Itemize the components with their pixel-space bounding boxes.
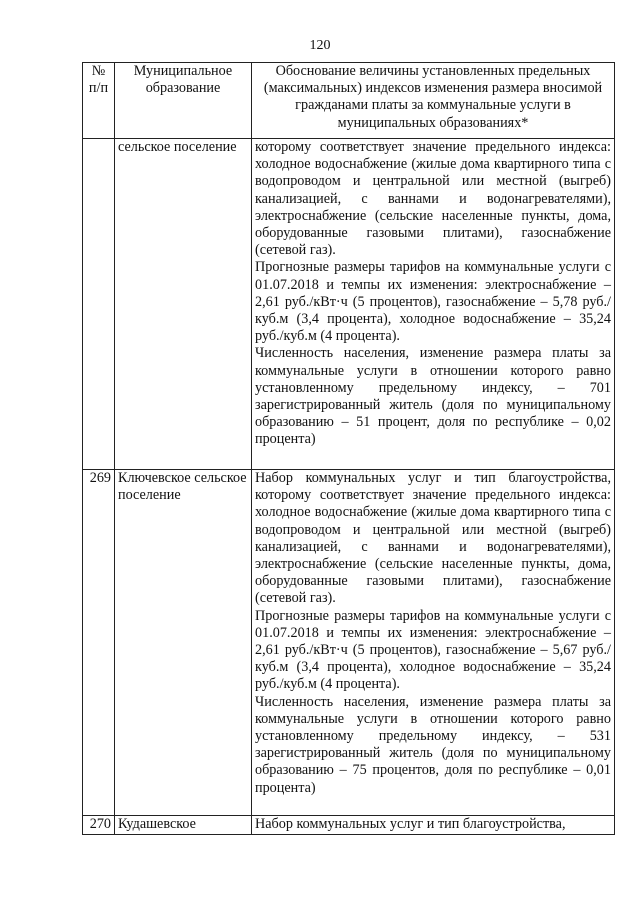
table-header-row xyxy=(83,63,615,139)
rationale-paragraph: Численность населения, изменение размера платы за коммунальные услуги в отношении которого равно установленному предельному индексу, – 531 зарегистрированный житель (доля по муниципальному образованию – 75 процентов, доля по республике – 0,01 процента) xyxy=(255,693,611,796)
page-number: 120 xyxy=(309,38,331,53)
tariff-index-table xyxy=(82,62,615,835)
header-number: № п/п xyxy=(83,63,115,139)
row-municipality: Ключевское сельское поселение xyxy=(115,470,252,816)
rationale-paragraph: Прогнозные размеры тарифов на коммунальные услуги с 01.07.2018 и темпы их изменения: электроснабжение – 2,61 руб./кВт·ч (5 процентов), газоснабжение – 5,67 руб./куб.м (3,4 процента), холодное водоснабжение – 35,24 руб./куб.м (4 процента). xyxy=(255,607,611,693)
header-municipality: Муниципальное образование xyxy=(115,63,252,139)
rationale-paragraph: которому соответствует значение предельного индекса: холодное водоснабжение (жилые дома квартирного типа с водопроводом и центральной или местной (выгреб) канализацией, с ваннами и водонагревателями), электроснабжение (сельские населенные пункты, дома, оборудованные газовыми плитами), газоснабжение (сетевой газ). xyxy=(255,139,611,259)
table-row xyxy=(83,816,615,835)
row-municipality: сельское поселение xyxy=(115,139,252,470)
table-row xyxy=(83,139,615,470)
rationale-paragraph: Прогнозные размеры тарифов на коммунальные услуги с 01.07.2018 и темпы их изменения: электроснабжение – 2,61 руб./кВт·ч (5 процентов), газоснабжение – 5,78 руб./куб.м (3,4 процента), холодное водоснабжение – 35,24 руб./куб.м (4 процента). xyxy=(255,259,611,345)
row-rationale xyxy=(252,139,615,470)
header-rationale: Обоснование величины установленных предельных (максимальных) индексов изменения размера вносимой гражданами платы за коммунальные услуги в муниципальных образованиях* xyxy=(252,63,615,139)
row-rationale xyxy=(252,816,615,835)
row-rationale xyxy=(252,470,615,816)
row-number: 270 xyxy=(83,816,115,835)
table-row xyxy=(83,470,615,816)
rationale-paragraph: Набор коммунальных услуг и тип благоустройства, которому соответствует значение предельного индекса: холодное водоснабжение (жилые дома квартирного типа с водопроводом и центральной или местной (выгреб) канализацией, с ваннами и водонагревателями), электроснабжение (сельские населенные пункты, дома, оборудованные газовыми плитами), газоснабжение (сетевой газ). xyxy=(255,470,611,607)
row-municipality: Кудашевское xyxy=(115,816,252,835)
row-number: 269 xyxy=(83,470,115,816)
rationale-paragraph: Численность населения, изменение размера платы за коммунальные услуги в отношении которого равно установленному предельному индексу, – 701 зарегистрированный житель (доля по муниципальному образованию – 51 процент, доля по республике – 0,02 процента) xyxy=(255,345,611,448)
row-number xyxy=(83,139,115,470)
rationale-paragraph: Набор коммунальных услуг и тип благоустройства, xyxy=(255,816,566,832)
